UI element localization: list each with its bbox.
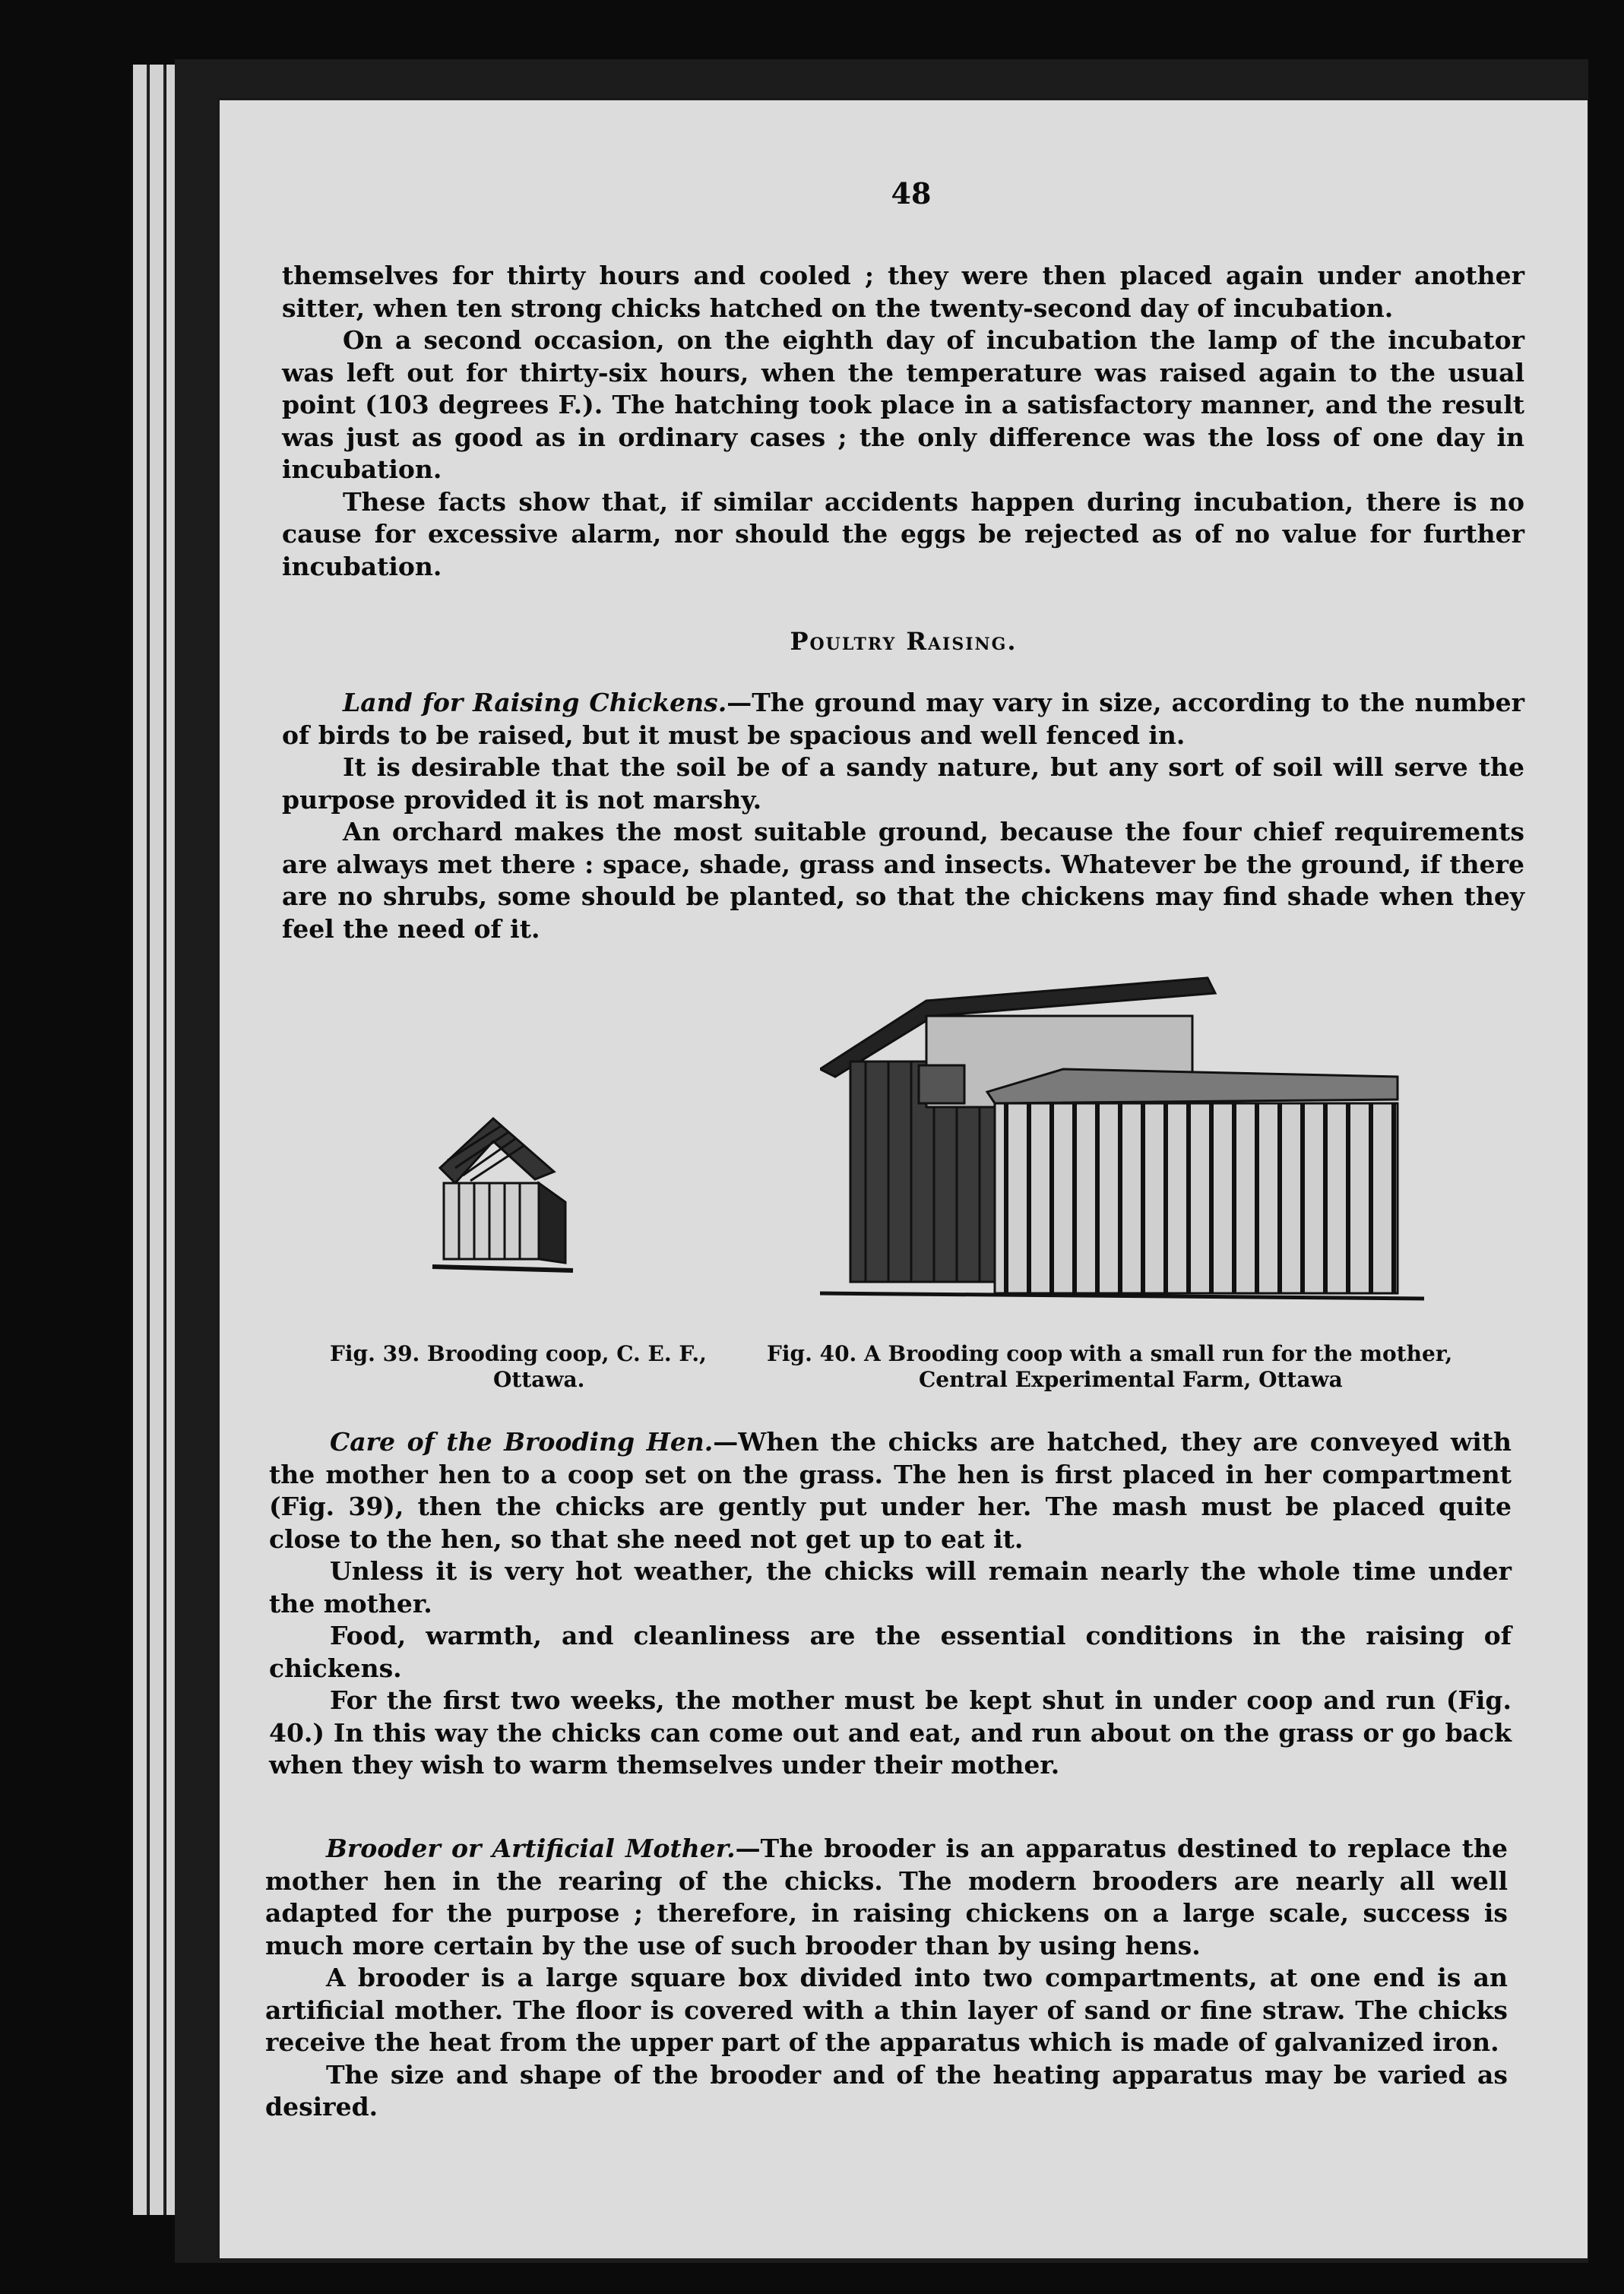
paragraph-lead: Land for Raising Chickens.	[343, 688, 727, 717]
book-page	[217, 97, 1588, 2258]
paragraph-lead: Brooder or Artificial Mother.	[326, 1834, 736, 1863]
figure-40-caption	[767, 1341, 1527, 1393]
paragraph: Unless it is very hot weather, the chicks will remain nearly the whole time under the mother.	[269, 1556, 1512, 1618]
paragraph: An orchard makes the most suitable ground, because the four chief requirements are always met there : space, shade, grass and insects. Whatever be the ground, if there are no shrubs, some should be planted, so that the chickens may find shade when they feel the need of it.	[282, 817, 1524, 944]
text-block-incubation	[282, 260, 1524, 583]
paragraph: Food, warmth, and cleanliness are the essential conditions in the raising of chickens.	[269, 1621, 1512, 1683]
section-heading: Poultry Raising.	[790, 627, 1018, 656]
page-number: 48	[891, 176, 932, 210]
figure-40-coop-with-run	[820, 970, 1428, 1305]
paragraph: themselves for thirty hours and cooled ; they were then placed again under another sitter, when ten strong chicks hatched on the twenty-second day of incubation.	[282, 261, 1524, 323]
paragraph-lead: Care of the Brooding Hen.	[330, 1427, 714, 1457]
paragraph: On a second occasion, on the eighth day of incubation the lamp of the incubator was left out for thirty-six hours, when the temperature was raised again to the usual point (103 degrees F.). The hatching took place in a satisfactory manner, and the result was just as good as in ordinary cases ; the only difference was the loss of one day in incubation.	[282, 325, 1524, 484]
paragraph	[282, 687, 1524, 751]
figure-39-caption	[330, 1341, 710, 1393]
paragraph: These facts show that, if similar accidents happen during incubation, there is no cause for excessive alarm, nor should the eggs be rejected as of no value for further incubation.	[282, 486, 1524, 581]
caption-line: Central Experimental Farm, Ottawa	[919, 1367, 1343, 1392]
text-block-land	[282, 687, 1524, 945]
paragraph: The size and shape of the brooder and of the heating apparatus may be varied as desired.	[265, 2059, 1508, 2122]
paragraph: For the first two weeks, the mother must be kept shut in under coop and run (Fig. 40.) In this way the chicks can come out and eat, and run about on the grass or go back when they wish to warm themselves under their mother.	[269, 1685, 1512, 1780]
paragraph	[265, 1833, 1508, 1962]
text-block-brooding-hen	[269, 1426, 1512, 1782]
paragraph-body: —The ground may vary in size, according to the number of birds to be raised, but it must be spacious and well fenced in.	[282, 688, 1524, 750]
paragraph: It is desirable that the soil be of a sandy nature, but any sort of soil will serve the purpose provided it is not marshy.	[282, 752, 1524, 815]
caption-line: Fig. 40. A Brooding coop with a small run for the mother,	[767, 1341, 1453, 1366]
paragraph: A brooder is a large square box divided into two compartments, at one end is an artificial mother. The floor is covered with a thin layer of sand or fine straw. The chicks receive the heat from the upper part of the apparatus which is made of galvanized iron.	[265, 1963, 1508, 2057]
caption-line: Fig. 39. Brooding coop, C. E. F.,	[330, 1341, 707, 1366]
paragraph-body: —The brooder is an apparatus destined to replace the mother hen in the rearing of the chicks. The modern brooders are nearly all well adapted for the purpose ; therefore, in raising chickens on a large scale, success is much more certain by the use of such brooder than by using hens.	[265, 1834, 1508, 1960]
paragraph-body: —When the chicks are hatched, they are conveyed with the mother hen to a coop set on the grass. The hen is first placed in her compartment (Fig. 39), then the chicks are gently put under her. The mash must be placed quite close to the hen, so that she need not get up to eat it.	[269, 1427, 1512, 1554]
paragraph	[269, 1426, 1512, 1555]
text-block-brooder	[265, 1833, 1508, 2124]
figure-39-brooding-coop	[421, 1111, 581, 1286]
caption-line: Ottawa.	[493, 1367, 585, 1392]
